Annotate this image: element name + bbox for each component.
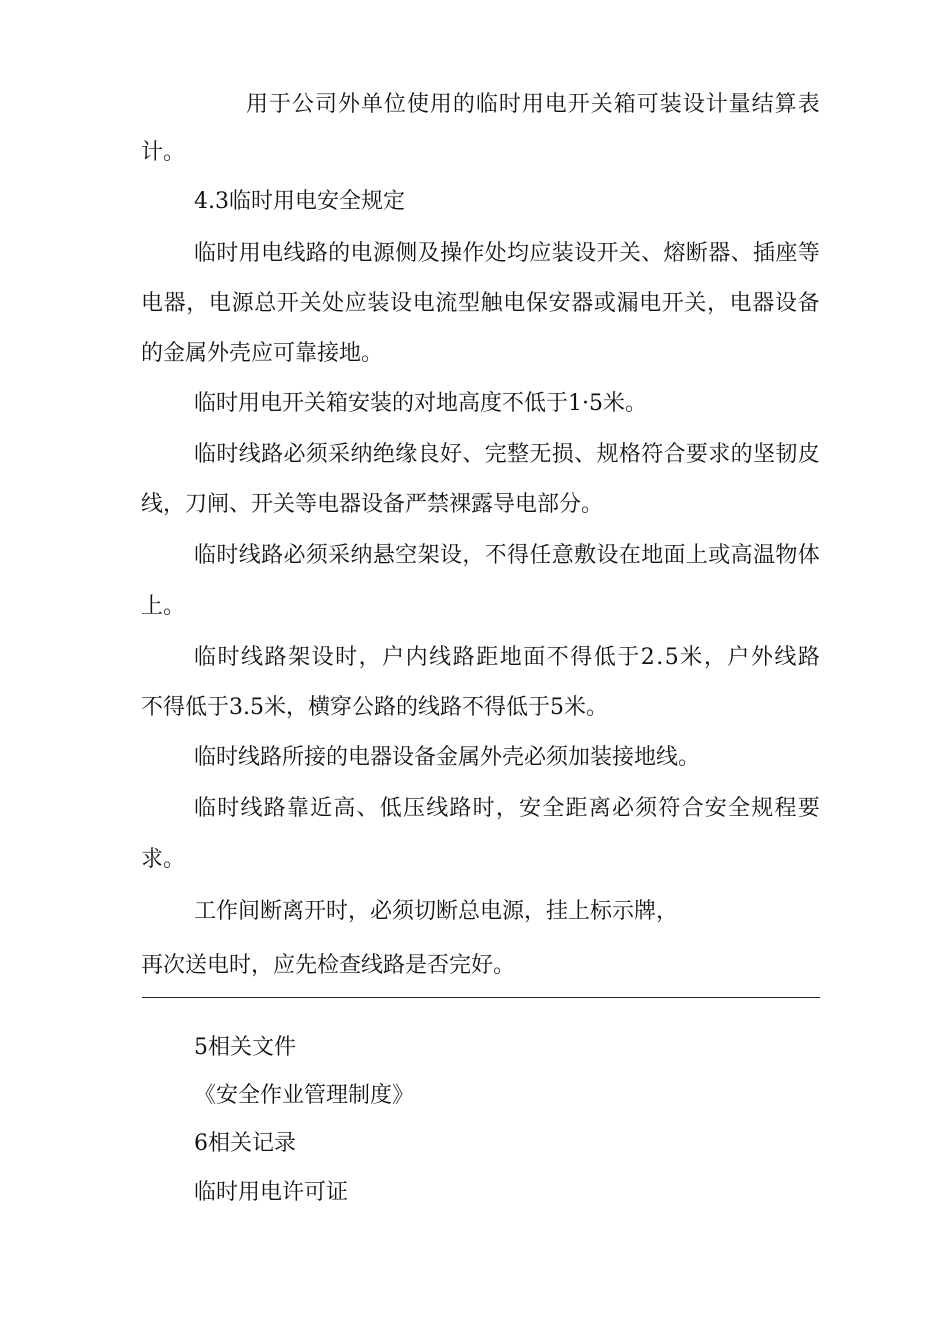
paragraph-line: 不得低于3.5米，横穿公路的线路不得低于5米。	[141, 695, 608, 720]
paragraph-line: 临时用电开关箱安装的对地高度不低于1·5米。	[194, 391, 647, 416]
paragraph-line: 求。	[141, 847, 186, 872]
paragraph-line: 上。	[141, 594, 186, 619]
paragraph-line: 临 时 线 路 必 须 采 纳 悬 空 架 设 ， 不 得 任 意 敷 设 在 地 面 上 或 高 温 物 体	[194, 543, 820, 568]
paragraph-line: 电 器 ， 电 源 总 开 关 处 应 装 设 电 流 型 触 电 保 安 器 或 漏 电 开 关 ， 电 器 设 备	[141, 291, 820, 316]
section-heading: 4.3临时用电安全规定	[194, 189, 405, 214]
paragraph-line: 临时线路所接的电器设备金属外壳必须加装接地线。	[194, 745, 701, 770]
section-heading: 6相关记录	[194, 1131, 296, 1156]
paragraph-line: 计。	[141, 140, 186, 165]
paragraph-line: 临 时 线 路 必 须 采 纳 绝 缘 良 好 、 完 整 无 损 、 规 格 符 合 要 求 的 坚 韧 皮	[194, 442, 820, 467]
paragraph-line: 线，刀闸、开关等电器设备严禁裸露导电部分。	[141, 492, 604, 517]
section-heading: 5相关文件	[194, 1035, 296, 1060]
paragraph-line: 临 时 线 路 架 设 时 ， 户 内 线 路 距 地 面 不 得 低 于 2 . 5 米 ， 户 外 线 路	[194, 645, 820, 670]
paragraph-line: 的金属外壳应可靠接地。	[141, 341, 384, 366]
paragraph-line: 临 时 线 路 靠 近 高 、 低 压 线 路 时 ， 安 全 距 离 必 须 符 合 安 全 规 程 要	[194, 796, 820, 821]
horizontal-divider	[142, 997, 820, 998]
paragraph-line: 工作间断离开时，必须切断总电源，挂上标示牌，	[194, 899, 679, 924]
document-reference: 《安全作业管理制度》	[194, 1083, 415, 1108]
record-reference: 临时用电许可证	[194, 1180, 349, 1205]
paragraph-line: 再次送电时，应先检查线路是否完好。	[141, 953, 516, 978]
paragraph-line: 临 时 用 电 线 路 的 电 源 侧 及 操 作 处 均 应 装 设 开 关 、 熔 断 器 、 插 座 等	[194, 241, 820, 266]
paragraph-line: 用 于 公 司 外 单 位 使 用 的 临 时 用 电 开 关 箱 可 装 设 计 量 结 算 表	[246, 92, 820, 117]
